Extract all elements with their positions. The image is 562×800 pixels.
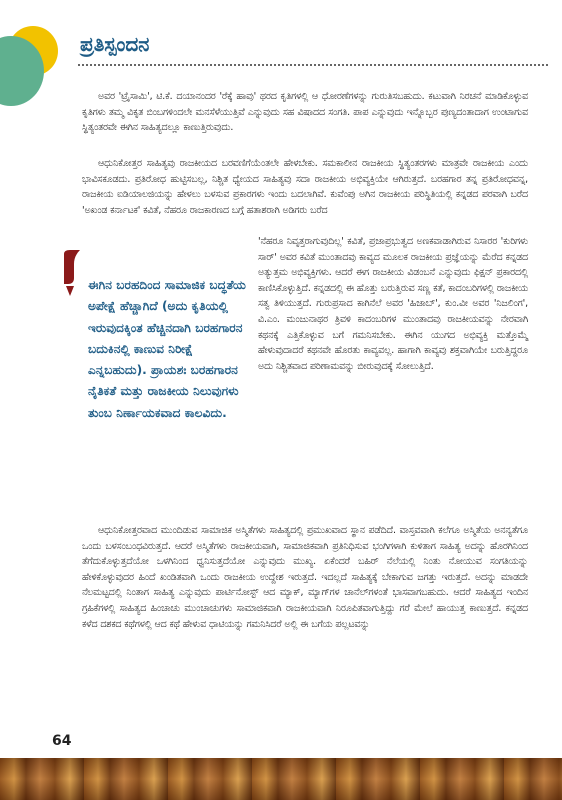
- paragraph-text: 'ನೆಹರೂ ನಿವೃತ್ತರಾಗುವುದಿಲ್ಲ' ಕವಿತೆ, ಪ್ರಜಾಪ್ರಭುತ್ವದ ಅಣಕವಾಡಾಗಿರುವ ನಿಸಾರರ 'ಕುರಿಗಳು ಸಾರ್' ಅವರ ಕವಿತೆ ಮುಂತಾದವು ಕಾವ್ಯದ ಮೂಲಕ ರಾಜಕೀಯ ಪ್ರಜ್ಞೆಯನ್ನು ಮೆರೆದ ಕನ್ನಡದ ಅತ್ಯುತ್ತಮ ಅಭಿವ್ಯಕ್ತಿಗಳು. ಆದರೆ ಈಗ ರಾಜಕೀಯ ವಿಡಂಬನೆ ಎನ್ನುವುದು ಫಿಕ್ಷನ್ ಪ್ರಕಾರದಲ್ಲಿ ಕಾಣಿಸಿಕೊಳ್ಳುತ್ತಿದೆ. ಕನ್ನಡದಲ್ಲಿ ಈ ಹೊತ್ತು ಬರುತ್ತಿರುವ ಸಣ್ಣ ಕತೆ, ಕಾದಂಬರಿಗಳಲ್ಲಿ ರಾಜಕೀಯ ಸತ್ವ ತಿಳಿಯುತ್ತದೆ. ಗುರುಪ್ರಸಾದ ಕಾಗಿನೆಲೆ ಅವರ 'ಹಿಜಾಬ್', ಕುಂ.ವೀ ಅವರ 'ನಿಜಲಿಂಗ', ವಿ.ಎಂ. ಮಂಜುನಾಥರ ತ್ರಿವಳಿ ಕಾದಂಬರಿಗಳ ಮುಂತಾದವು ರಾಜಕೀಯವನ್ನು ನೇರವಾಗಿ ಕಥನಕ್ಕೆ ಎತ್ತಿಕೊಳ್ಳುವ ಬಗೆ ಗಮನಿಸಬೇಕು. ಈಗಿನ ಯುಗದ ಅಭಿವ್ಯಕ್ತಿ ಮತ್ತೊಮ್ಮೆ ಹೇಳುವುದಾದರೆ ಕಥನವೇ ಹೊರತು ಕಾವ್ಯವಲ್ಲ. ಹಾಗಾಗಿ ಕಾವ್ಯವು ಶಕ್ತವಾಗಿಯೇ ಬರುತ್ತಿದ್ದರೂ ಅದು ನಿಶ್ಚಿತವಾದ ಪರಿಣಾಮವನ್ನು ಬೀರುವುದಕ್ಕೆ ಸೋಲುತ್ತಿದೆ.: [258, 236, 528, 372]
- article-paragraph-3: [82, 523, 528, 632]
- article-paragraph-1: [82, 89, 528, 136]
- open-quote-icon: [62, 250, 82, 296]
- header-divider: [78, 64, 548, 66]
- paragraph-text: ಅವರ 'ಟ್ರೈಸಾಮಿ', ಟಿ.ಕೆ. ದಯಾನಂದರ 'ರೆಕ್ಕೆ ಹಾವು' ಥರದ ಕೃತಿಗಳಲ್ಲಿ ಆ ಧೋರಣೆಗಳನ್ನು ಗುರುತಿಸಬಹುದು. ಕಟುವಾಗಿ ನಿರಚನೆ ಮಾಡಿಕೊಳ್ಳುವ ಕೃತಿಗಳು ತಮ್ಮ ವಿಕೃತ ಬಿಂಬಗಳಿಂದಲೇ ಮನಸೆಳೆಯುತ್ತಿವೆ ಎನ್ನುವುದು ಸಹ ವಿಷಾದದ ಸಂಗತಿ. ಪಾಪ ಎನ್ನುವುದು ಇನ್ನೊಬ್ಬರ ಪುಣ್ಯದಂತಾದಾಗ ಉಂಟಾಗುವ ಸ್ಥಿತ್ಯಂತರವೇ ಈಗಿನ ಸಾಹಿತ್ಯದಲ್ಲೂ ಕಾಣುತ್ತಿರುವುದು.: [82, 91, 528, 134]
- article-paragraph-2-column: [258, 234, 528, 374]
- paragraph-text: ಆಧುನಿಕೋತ್ತರ ಸಾಹಿತ್ಯವು ರಾಜಕೀಯದ ಬರವಣಿಗೆಯೆಂತಲೇ ಹೇಳಬೇಕು. ಸಮಕಾಲೀನ ರಾಜಕೀಯ ಸ್ಥಿತ್ಯಂತರಗಳು ಮಾತ್ರವೇ ರಾಜಕೀಯ ಎಂದು ಭಾವಿಸಕೂಡದು. ಪ್ರತಿರೋಧ ಹುಟ್ಟಿಸಬಲ್ಲ, ನಿಶ್ಚಿತ ಧ್ಯೇಯದ ಸಾಹಿತ್ಯವು ಸದಾ ರಾಜಕೀಯ ಅಭಿವ್ಯಕ್ತಿಯೇ ಆಗಿರುತ್ತದೆ. ಬರಹಗಾರ ತನ್ನ ಪ್ರತಿರೋಧವನ್ನ, ರಾಜಕೀಯ ಐಡಿಯಾಲಜಿಯನ್ನು ಹೇಳಲು ಬಳಸುವ ಪ್ರಕಾರಗಳು ಇಂದು ಬದಲಾಗಿವೆ. ಕುವೆಂಪು ಅಗಿನ ರಾಜಕೀಯ ಪರಿಸ್ಥಿತಿಯಲ್ಲಿ ಕನ್ನಡದ ಪರವಾಗಿ ಬರೆದ 'ಅಖಂಡ ಕರ್ನಾಟಕ' ಕವಿತೆ, ನೆಹರೂ ರಾಜಕಾರಣದ ಬಗ್ಗೆ ಹತಾಶರಾಗಿ ಅಡಿಗರು ಬರೆದ: [82, 158, 528, 216]
- pull-quote: ಈಗಿನ ಬರಹದಿಂದ ಸಾಮಾಜಿಕ ಬದ್ಧತೆಯ ಅಪೇಕ್ಷೆ ಹೆಚ್ಚಾಗಿದೆ (ಅದು ಕೃತಿಯಲ್ಲಿ ಇರುವುದಕ್ಕಿಂತ ಹೆಚ್ಚಿನದಾಗಿ ಬರಹಗಾರನ ಬದುಕಿನಲ್ಲಿ ಕಾಣುವ ನಿರೀಕ್ಷೆ ಎನ್ನಬಹುದು). ಪ್ರಾಯಶಃ ಬರಹಗಾರನ ನೈತಿಕತೆ ಮತ್ತು ರಾಜಕೀಯ ನಿಲುವುಗಳು ತುಂಬ ನಿರ್ಣಾಯಕವಾದ ಕಾಲವಿದು.: [88, 278, 247, 420]
- paragraph-text: ಆಧುನಿಕೋತ್ತರವಾದ ಮುಂದಿಡುವ ಸಾಮಾಜಿಕ ಅಸ್ಮಿತೆಗಳು ಸಾಹಿತ್ಯದಲ್ಲಿ ಪ್ರಮುಖವಾದ ಸ್ಥಾನ ಪಡೆದಿದೆ. ವಾಸ್ತವವಾಗಿ ಕಲೆಗೂ ಅಸ್ಮಿತೆಯ ಅನನ್ಯತೆಗೂ ಒಂದು ಬಳಸಂಬಂಧವಿರುತ್ತದೆ. ಆದರೆ ಅಸ್ಮಿತೆಗಳು ರಾಜಕೀಯವಾಗಿ, ಸಾಮಾಜಿಕವಾಗಿ ಪ್ರತಿನಿಧಿಸುವ ಭಂಗಿಗಳಾಗಿ ಕುಳಿತಾಗ ಸಾಹಿತ್ಯ ಅದನ್ನು ಹೊರಗಿನಿಂದ ತೆಗೆದುಕೊಳ್ಳುತ್ತದೆಯೋ ಒಳಗಿನಿಂದ ಧ್ವನಿಸುತ್ತದೆಯೋ ಎನ್ನುವುದು ಮುಖ್ಯ. ಏಕೆಂದರೆ ಬಹಿರ್ ನೆಲೆಯಲ್ಲಿ ನಿಂತು ನೋಯುವ ಸಂಗತಿಯನ್ನು ಹೇಳಿಕೊಳ್ಳುವುದರ ಹಿಂದೆ ಖಂಡಿತವಾಗಿ ಒಂದು ರಾಜಕೀಯ ಉದ್ದೇಶ ಇರುತ್ತದೆ. ಇದಲ್ಲದೆ ಸಾಹಿತ್ಯಕ್ಕೆ ಬೇಕಾಗುವ ಜಗತ್ತು ಇರುತ್ತದೆ. ಅದನ್ನು ಮಾಡದೇ ನೆಲಮಟ್ಟದಲ್ಲಿ ನಿಂತಾಗ ಸಾಹಿತ್ಯ ಎನ್ನುವುದು ಪಾರ್ಟಿನೋಸ್ಟ್ ಆದ ಮ್ಯಾಕ್, ಮ್ಯಾಗ್‌ಗಳ ಚಾನೆಲ್‌ಗಳಂತೆ ಭಾಸವಾಗಬಹುದು. ಆದರೆ ಸಾಹಿತ್ಯದ ಇಂದಿನ ಗ್ರಹಿಕೆಗಳಲ್ಲಿ ಸಾಹಿತ್ಯದ ಹಿಂಚಾಚು ಮುಂಚಾಚುಗಳು ಸಾಮಾಜಿಕವಾಗಿ ರಾಜಕೀಯವಾಗಿ ನಿರೂಪಿತವಾಗುತ್ತಿದ್ದು ಗರೆ ಮೇಲೆ ಹಾಯುತ್ತ ಕಾಣುತ್ತದೆ. ಕನ್ನಡದ ಕಳೆದ ದಶಕದ ಕಥೆಗಳಲ್ಲಿ ಆದ ಕಥೆ ಹೇಳುವ ಧಾಟಿಯನ್ನು ಗಮನಿಸಿದರೆ ಅಲ್ಲಿ ಈ ಬಗೆಯ ಪಲ್ಲಟವನ್ನು: [82, 525, 528, 630]
- article-paragraph-2: [82, 156, 528, 218]
- footer-texture-shade: [0, 758, 562, 800]
- section-title: ಪ್ರತಿಸ್ಪಂದನ: [80, 32, 150, 56]
- page-number: 64: [52, 733, 72, 749]
